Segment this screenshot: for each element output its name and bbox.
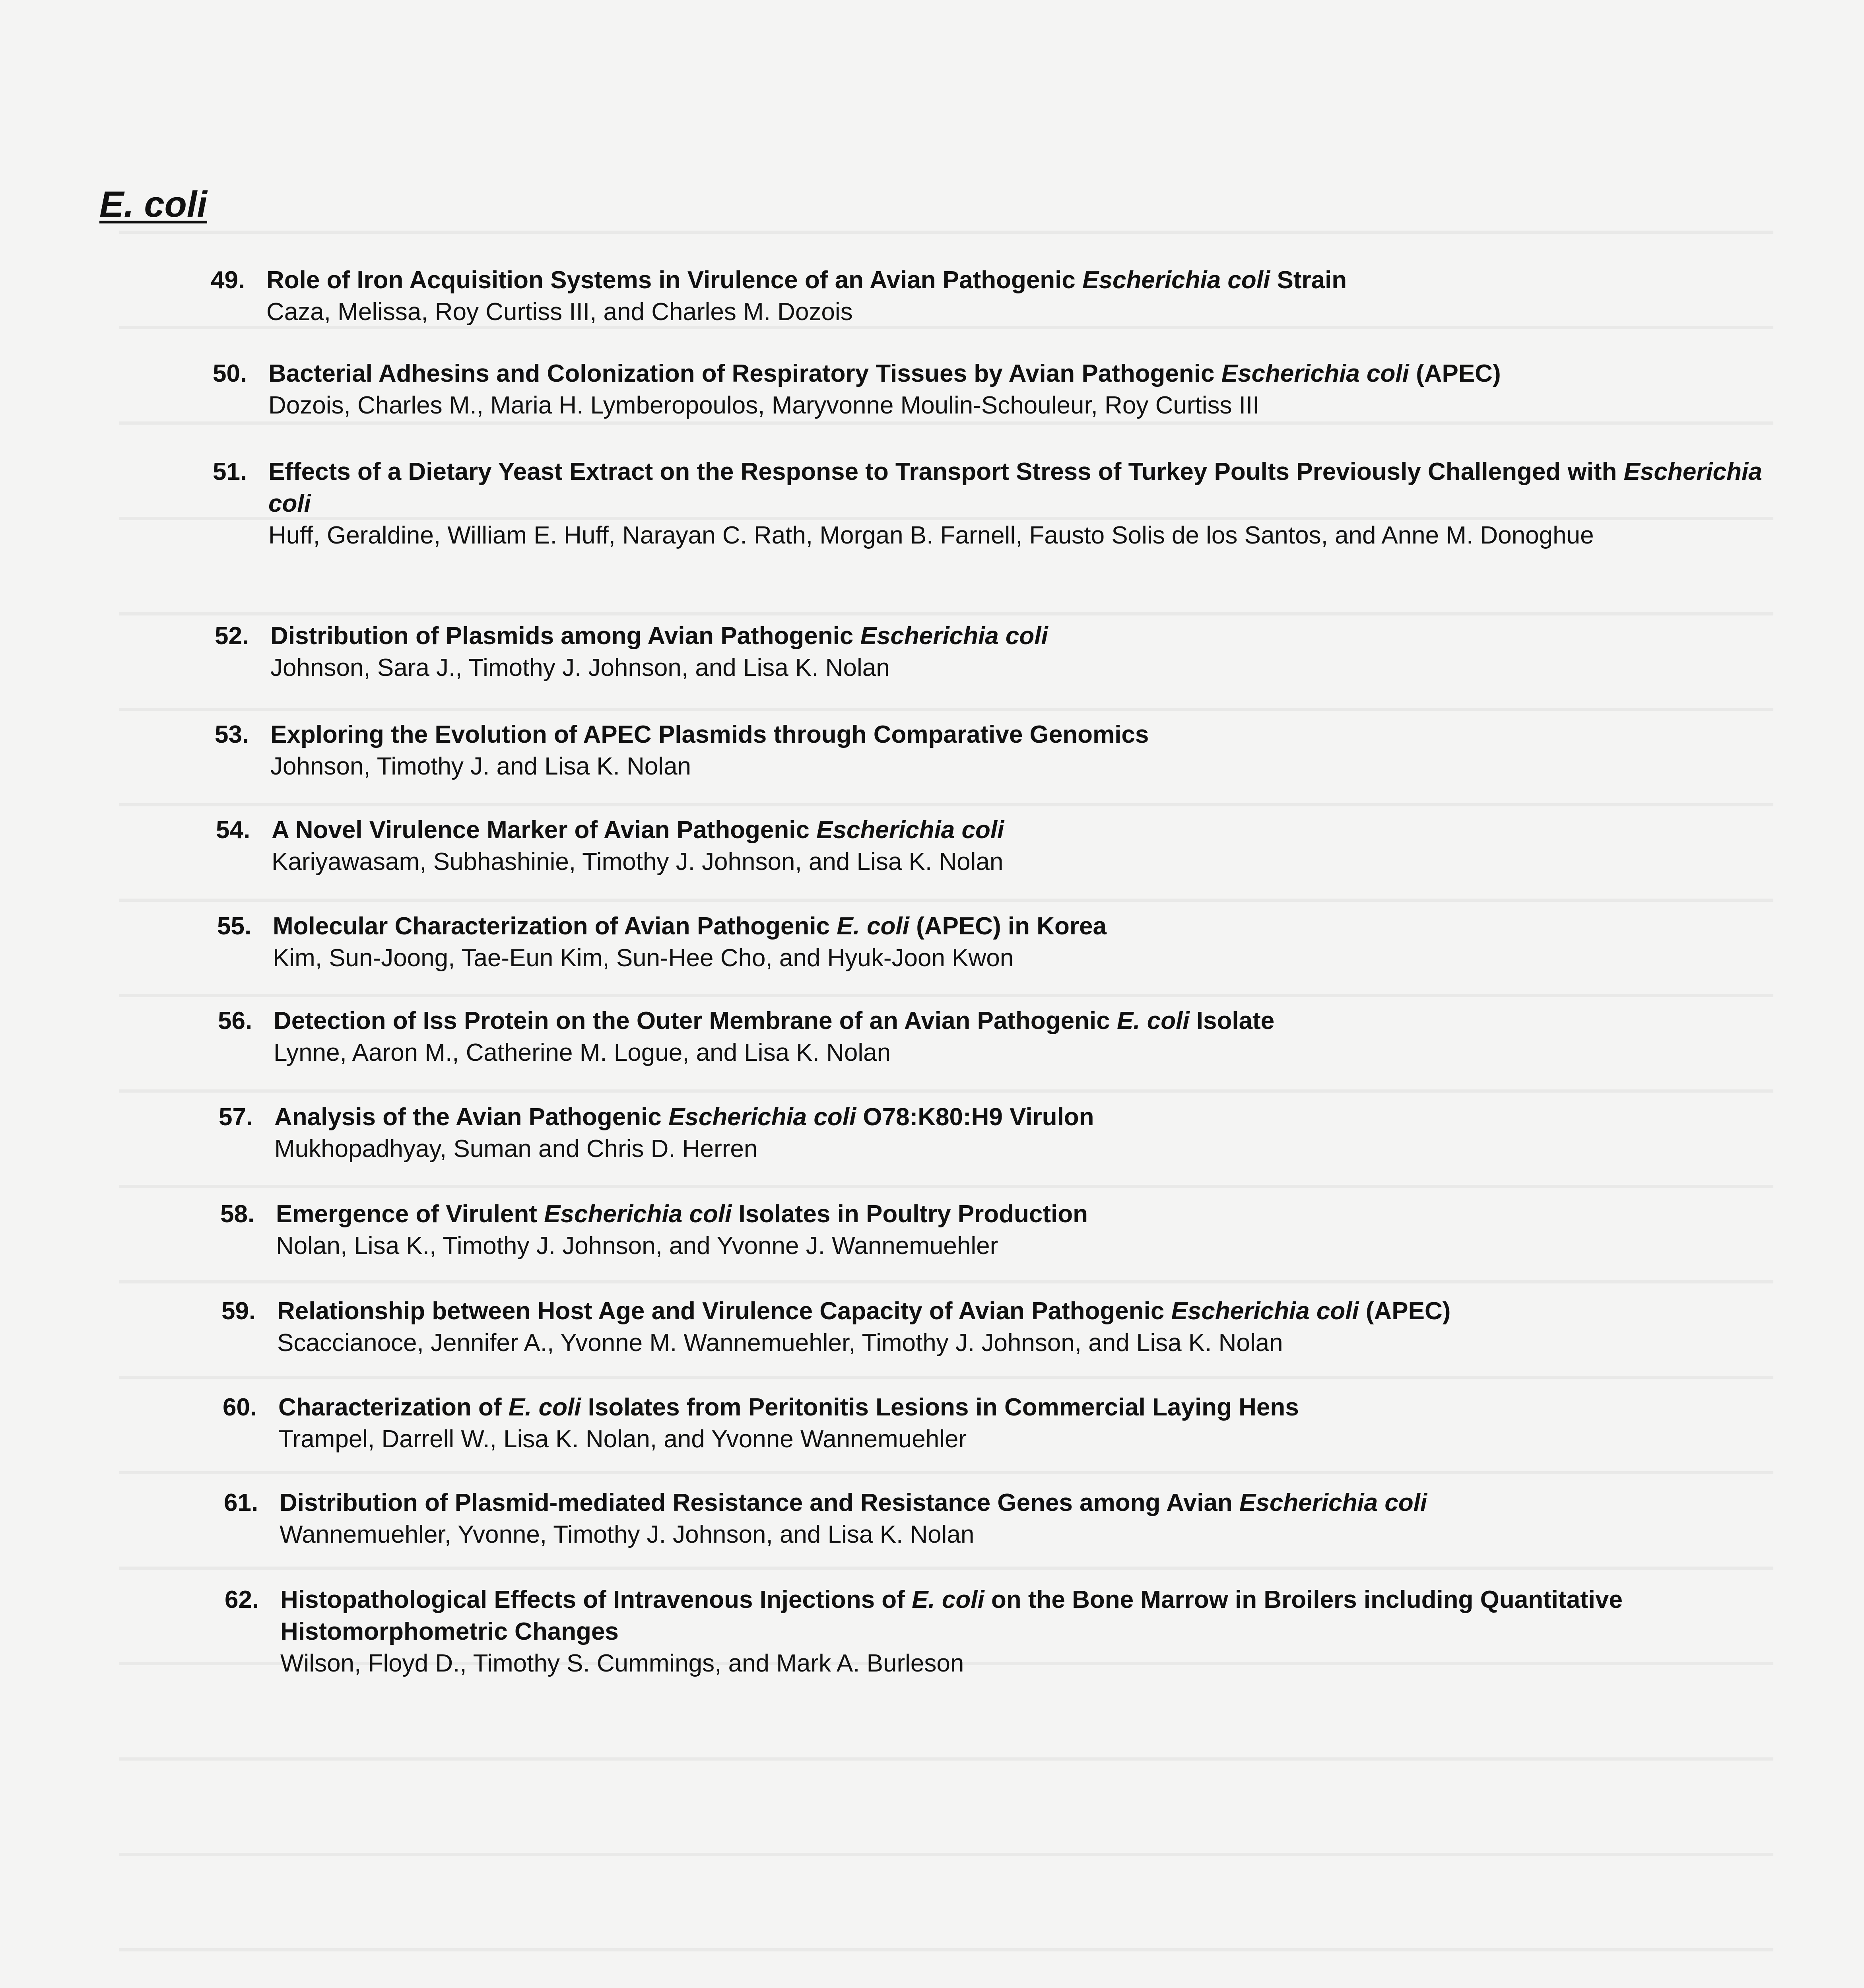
entry-title xyxy=(277,1295,1780,1327)
abstract-entry xyxy=(213,456,1771,551)
entry-title-organism: Escherichia coli xyxy=(1171,1297,1359,1325)
entry-number: 50. xyxy=(213,360,247,387)
entry-authors: Caza, Melissa, Roy Curtiss III, and Charles M. Dozois xyxy=(266,298,853,326)
abstract-entry xyxy=(218,1005,1777,1069)
entry-title xyxy=(274,1005,1777,1037)
entry-title-text: (APEC) xyxy=(1409,360,1501,387)
abstract-entry xyxy=(217,911,1776,974)
entry-title-organism: E. coli xyxy=(912,1586,984,1613)
entry-title xyxy=(266,264,1769,296)
entry-number: 52. xyxy=(215,622,249,650)
entry-number: 60. xyxy=(223,1394,257,1421)
entry-title-text: Exploring the Evolution of APEC Plasmids through Comparative Genomics xyxy=(270,721,1149,748)
entry-number: 59. xyxy=(221,1297,256,1325)
entry-title-text: Bacterial Adhesins and Colonization of Respiratory Tissues by Avian Pathogenic xyxy=(268,360,1221,387)
abstract-entry xyxy=(221,1295,1780,1359)
entry-title-text: on the Bone Marrow in Broilers including Quantitative Histomorphometric Changes xyxy=(280,1586,1623,1645)
entry-authors: Nolan, Lisa K., Timothy J. Johnson, and Yvonne J. Wannemuehler xyxy=(276,1232,998,1260)
entry-title-organism: E. coli xyxy=(508,1394,581,1421)
entry-title-text: Distribution of Plasmids among Avian Pathogenic xyxy=(270,622,860,650)
abstract-entry xyxy=(224,1487,1782,1551)
entry-authors: Johnson, Timothy J. and Lisa K. Nolan xyxy=(270,753,691,780)
entry-title-text: Strain xyxy=(1270,266,1347,294)
entry-title xyxy=(270,719,1773,751)
entry-authors: Johnson, Sara J., Timothy J. Johnson, and Lisa K. Nolan xyxy=(270,654,890,681)
entry-authors: Kim, Sun-Joong, Tae-Eun Kim, Sun-Hee Cho, and Hyuk-Joon Kwon xyxy=(273,944,1014,972)
entry-title-text: O78:K80:H9 Virulon xyxy=(856,1103,1094,1131)
entry-number: 54. xyxy=(216,816,250,844)
entry-title-organism: Escherichia coli xyxy=(1239,1489,1427,1516)
entry-title-organism: E. coli xyxy=(1116,1007,1190,1035)
entry-number: 56. xyxy=(218,1007,252,1035)
entry-title-organism: Escherichia coli xyxy=(544,1200,732,1228)
entry-title-text: (APEC) xyxy=(1359,1297,1451,1325)
entry-number: 55. xyxy=(217,912,252,940)
entry-title-text: Molecular Characterization of Avian Pathogenic xyxy=(273,912,837,940)
entry-title xyxy=(280,1487,1782,1519)
abstract-entry xyxy=(216,814,1775,878)
entry-title xyxy=(268,358,1771,390)
abstract-entry xyxy=(223,1392,1781,1455)
entry-title xyxy=(270,620,1773,652)
entry-title-text: Emergence of Virulent xyxy=(276,1200,544,1228)
entry-authors: Kariyawasam, Subhashinie, Timothy J. Johnson, and Lisa K. Nolan xyxy=(272,848,1004,876)
entry-number: 53. xyxy=(215,721,249,748)
abstract-entry xyxy=(219,1101,1777,1165)
entry-title-organism: Escherichia coli xyxy=(860,622,1048,650)
entry-title-organism: Escherichia coli xyxy=(816,816,1004,844)
abstract-entry xyxy=(215,620,1773,684)
entry-number: 61. xyxy=(224,1489,258,1516)
entry-number: 62. xyxy=(225,1586,259,1613)
abstract-entry xyxy=(215,719,1773,782)
entry-authors: Wilson, Floyd D., Timothy S. Cummings, and Mark A. Burleson xyxy=(280,1650,964,1677)
abstract-entry xyxy=(220,1198,1779,1262)
entry-title-organism: Escherichia coli xyxy=(1082,266,1270,294)
entry-title xyxy=(276,1198,1779,1230)
entry-title-organism: Escherichia coli xyxy=(1221,360,1409,387)
abstract-entry xyxy=(213,358,1771,421)
entry-authors: Dozois, Charles M., Maria H. Lymberopoulos, Maryvonne Moulin-Schouleur, Roy Curtiss III xyxy=(268,392,1260,419)
entry-title-text: (APEC) in Korea xyxy=(909,912,1107,940)
entry-title-organism: E. coli xyxy=(837,912,909,940)
entry-authors: Wannemuehler, Yvonne, Timothy J. Johnson, and Lisa K. Nolan xyxy=(280,1521,975,1548)
entry-title-text: Detection of Iss Protein on the Outer Membrane of an Avian Pathogenic xyxy=(274,1007,1117,1035)
entry-title xyxy=(274,1101,1777,1133)
entry-title-text: Distribution of Plasmid-mediated Resistance and Resistance Genes among Avian xyxy=(280,1489,1240,1516)
entry-title xyxy=(273,911,1776,942)
entry-number: 58. xyxy=(220,1200,255,1228)
section-heading: E. coli xyxy=(99,184,207,225)
entry-authors: Trampel, Darrell W., Lisa K. Nolan, and Yvonne Wannemuehler xyxy=(278,1425,967,1453)
entry-title xyxy=(268,456,1771,520)
entry-title-text: Isolates in Poultry Production xyxy=(732,1200,1088,1228)
entry-title-text: Analysis of the Avian Pathogenic xyxy=(274,1103,669,1131)
entry-title xyxy=(280,1584,1783,1648)
entry-number: 57. xyxy=(219,1103,253,1131)
entry-title-text: Relationship between Host Age and Virulence Capacity of Avian Pathogenic xyxy=(277,1297,1171,1325)
entry-title xyxy=(278,1392,1781,1423)
abstract-entry xyxy=(225,1584,1783,1679)
entry-authors: Huff, Geraldine, William E. Huff, Narayan C. Rath, Morgan B. Farnell, Fausto Solis de los Santos, and Anne M. Donoghue xyxy=(268,522,1594,549)
entry-title-text: A Novel Virulence Marker of Avian Pathogenic xyxy=(272,816,817,844)
entry-title-text: Role of Iron Acquisition Systems in Virulence of an Avian Pathogenic xyxy=(266,266,1083,294)
entry-title-text: Effects of a Dietary Yeast Extract on the Response to Transport Stress of Turkey Poults Previously Challenged with xyxy=(268,458,1624,485)
entry-title-text: Characterization of xyxy=(278,1394,509,1421)
entry-title xyxy=(272,814,1775,846)
entry-title-text: Histopathological Effects of Intravenous Injections of xyxy=(280,1586,912,1613)
entry-authors: Mukhopadhyay, Suman and Chris D. Herren xyxy=(274,1135,758,1163)
entry-authors: Lynne, Aaron M., Catherine M. Logue, and Lisa K. Nolan xyxy=(274,1039,891,1066)
entry-title-organism: Escherichia coli xyxy=(668,1103,856,1131)
entry-authors: Scaccianoce, Jennifer A., Yvonne M. Wannemuehler, Timothy J. Johnson, and Lisa K. Nolan xyxy=(277,1329,1283,1357)
entry-number: 51. xyxy=(213,458,247,485)
entry-number: 49. xyxy=(211,266,245,294)
abstract-entry xyxy=(211,264,1769,328)
entry-title-organism: Escherichia coli xyxy=(268,458,1762,517)
entry-title-text: Isolate xyxy=(1189,1007,1275,1035)
entry-title-text: Isolates from Peritonitis Lesions in Commercial Laying Hens xyxy=(581,1394,1299,1421)
